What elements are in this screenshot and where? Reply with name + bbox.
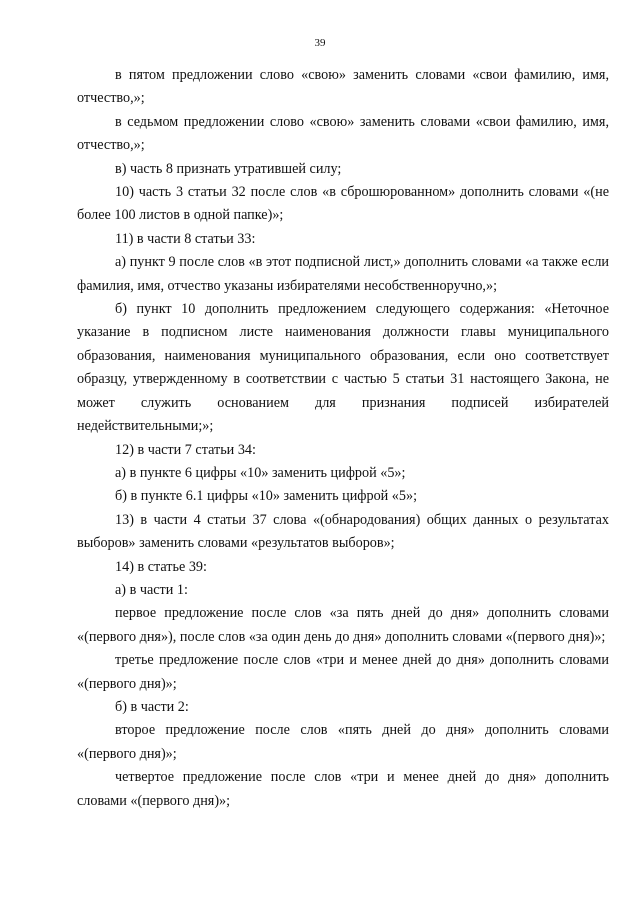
- page-number: 39: [314, 37, 326, 49]
- paragraph: 13) в части 4 статьи 37 слова «(обнародования) общих данных о результатах выборов» заменить словами «результатов выборов»;: [77, 511, 609, 552]
- paragraph: 14) в статье 39:: [115, 558, 207, 575]
- paragraph: б) в пункте 6.1 цифры «10» заменить цифрой «5»;: [115, 488, 418, 505]
- paragraph: в) часть 8 признать утратившей силу;: [115, 160, 342, 177]
- paragraph: в пятом предложении слово «свою» заменить словами «свои фамилию, имя, отчество,»;: [77, 67, 609, 107]
- paragraph: в седьмом предложении слово «свою» заменить словами «свои фамилию, имя, отчество,»;: [77, 113, 609, 154]
- paragraph: б) пункт 10 дополнить предложением следующего содержания: «Неточное указание в подписном листе наименования должности главы муниципального образования, наименования муниципального образования, если оно соответствует образцу, утвержденному в соответствии с частью 5 статьи 31 настоящего Закона, не может служить основанием для признания подписей избирателей недействительными;»;: [77, 301, 609, 435]
- paragraph: 11) в части 8 статьи 33:: [115, 230, 256, 247]
- paragraph: первое предложение после слов «за пять дней до дня» дополнить словами «(первого дня»), после слов «за один день до дня» дополнить словами «(первого дня)»;: [77, 605, 609, 645]
- paragraph: а) пункт 9 после слов «в этот подписной лист,» дополнить словами «а также если фамилия, имя, отчество указаны избирателями несобственноручно,»;: [77, 254, 609, 294]
- paragraph: б) в части 2:: [115, 698, 189, 715]
- document-body: [77, 64, 609, 813]
- paragraph: четвертое предложение после слов «три и менее дней до дня» дополнить словами «(первого дня)»;: [77, 769, 609, 809]
- paragraph: 12) в части 7 статьи 34:: [115, 441, 256, 458]
- paragraph: второе предложение после слов «пять дней до дня» дополнить словами «(первого дня)»;: [77, 722, 609, 762]
- paragraph: а) в части 1:: [115, 581, 188, 598]
- paragraph: третье предложение после слов «три и менее дней до дня» дополнить словами «(первого дня)»;: [77, 652, 609, 692]
- paragraph: 10) часть 3 статьи 32 после слов «в сброшюрованном» дополнить словами «(не более 100 листов в одной папке)»;: [77, 184, 609, 224]
- paragraph: а) в пункте 6 цифры «10» заменить цифрой «5»;: [115, 464, 406, 481]
